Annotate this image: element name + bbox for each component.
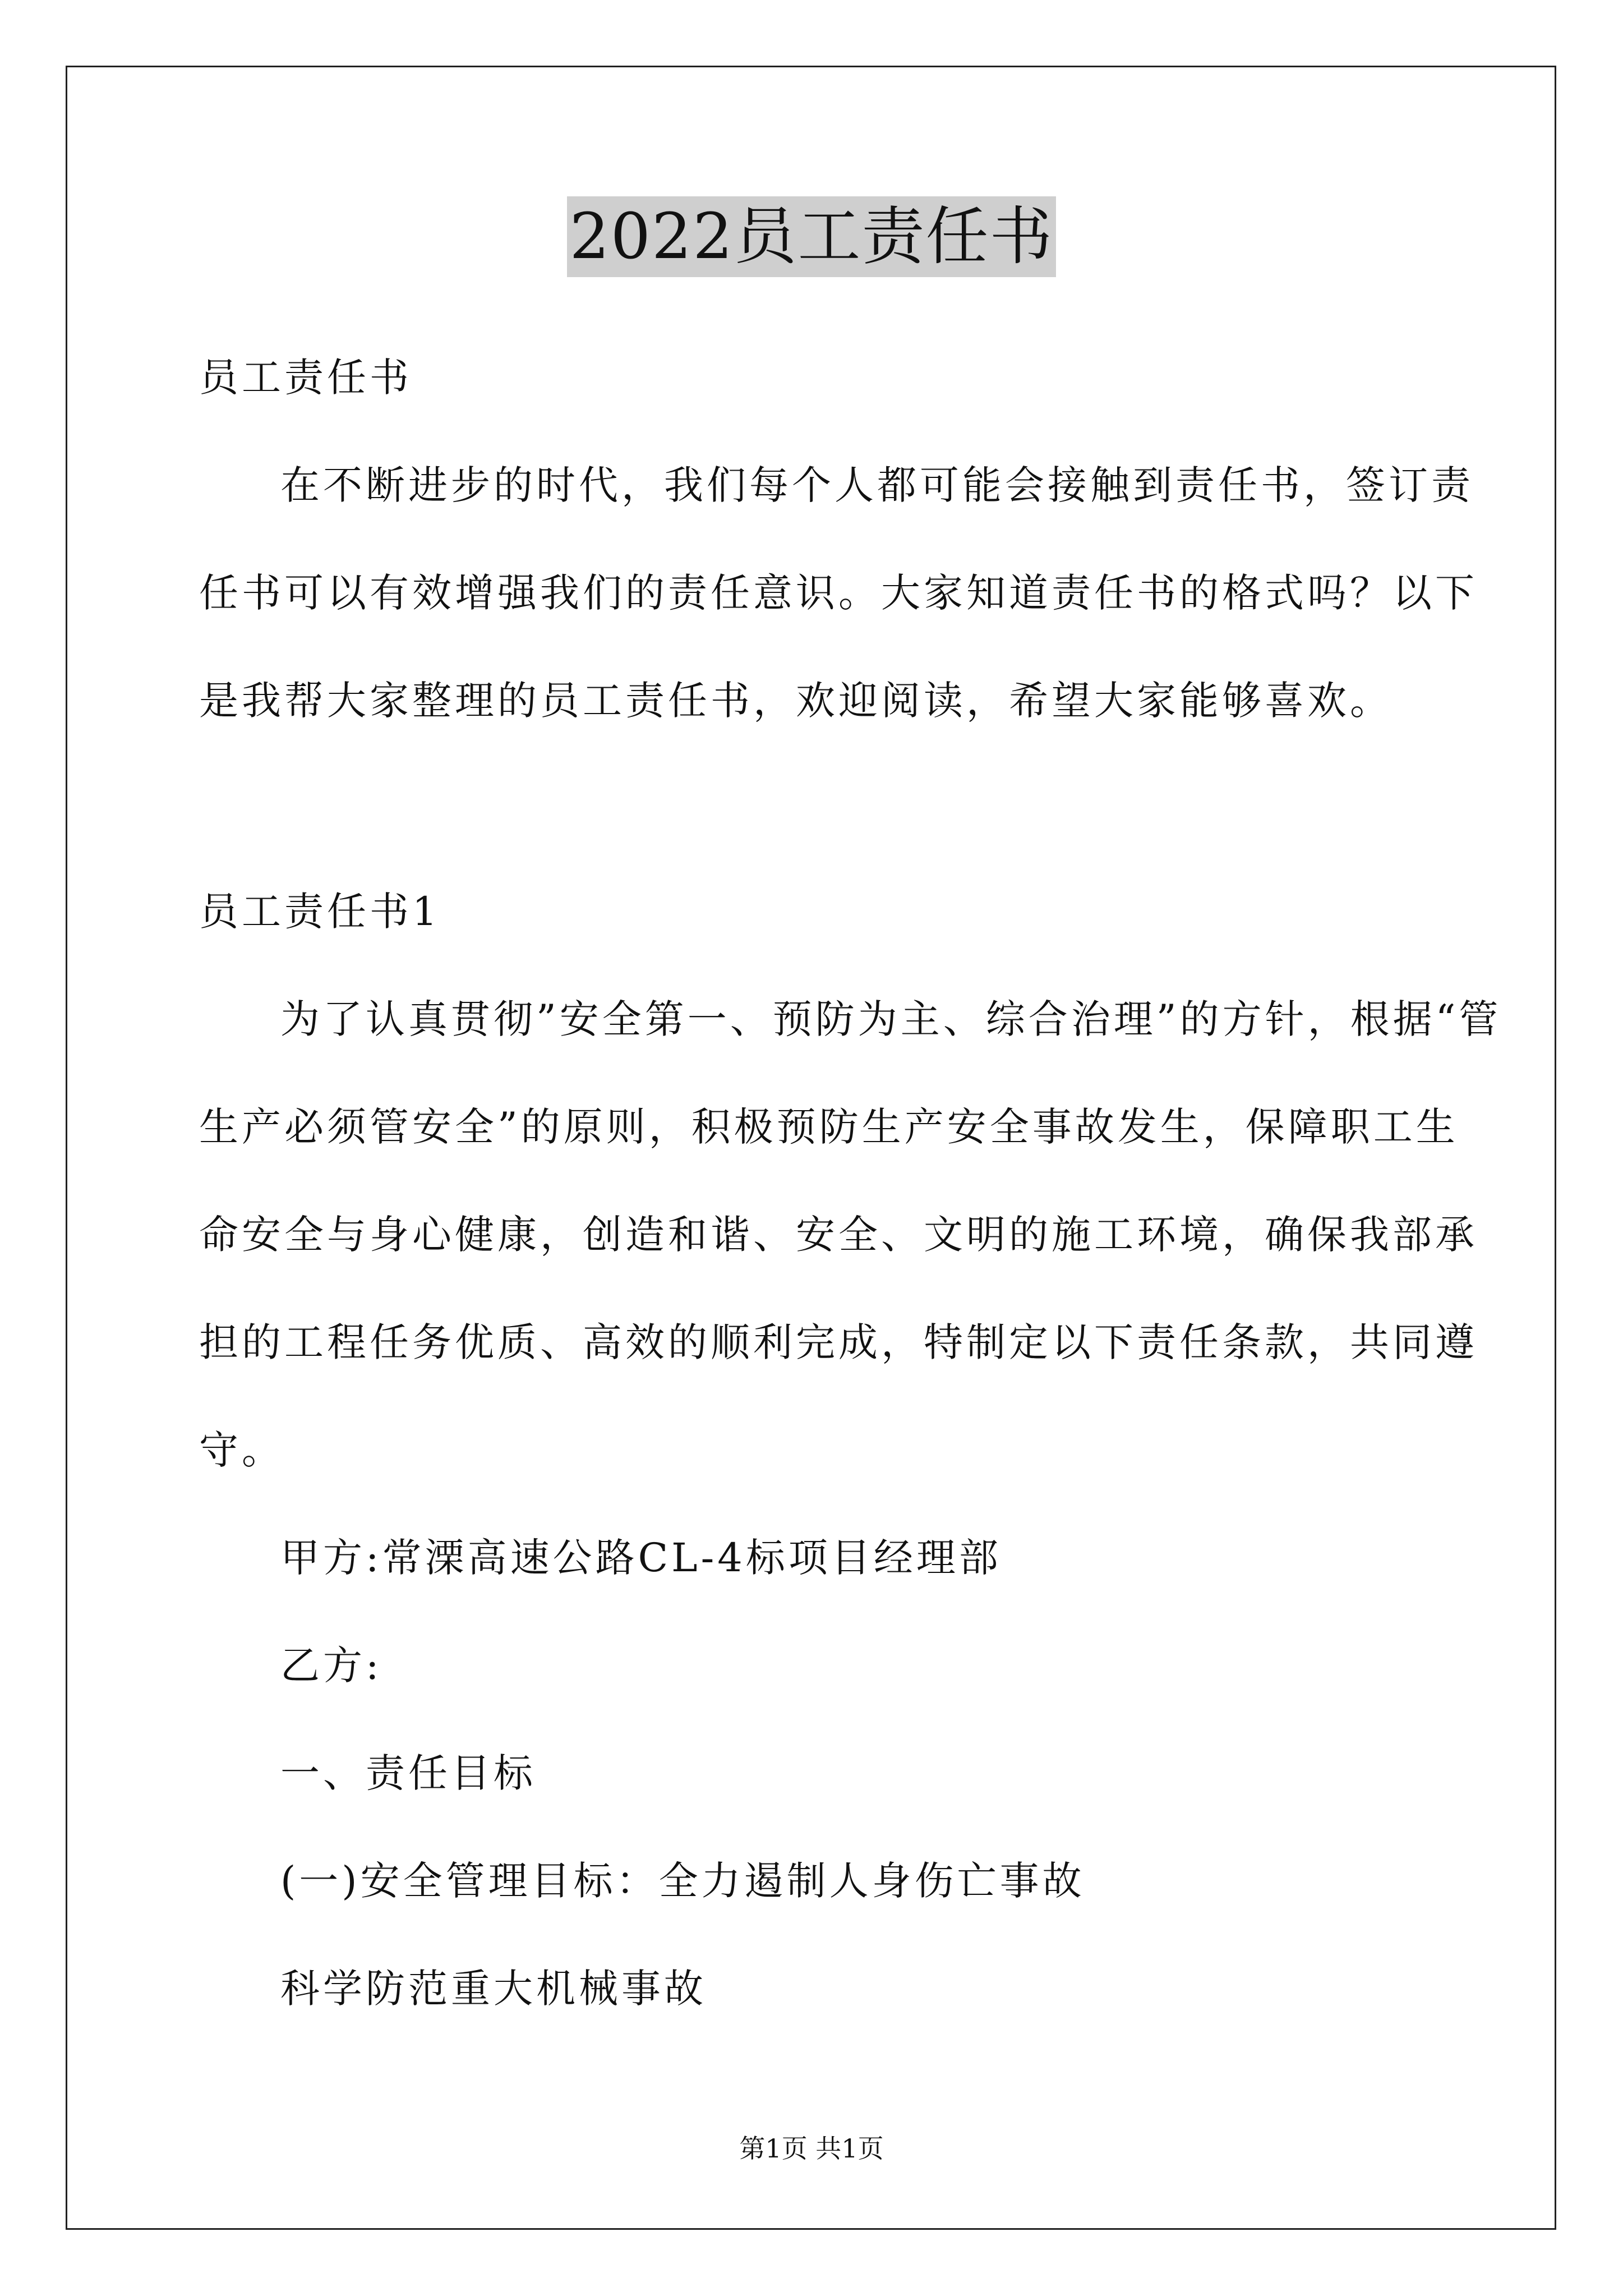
paragraph-line: 任书可以有效增强我们的责任意识。大家知道责任书的格式吗？以下	[199, 570, 1478, 616]
list-item: 科学防范重大机械事故	[280, 1966, 707, 2012]
paragraph-line: 是我帮大家整理的员工责任书，欢迎阅读，希望大家能够喜欢。	[199, 678, 1393, 724]
paragraph-line: 担的工程任务优质、高效的顺利完成，特制定以下责任条款，共同遵	[199, 1319, 1478, 1365]
paragraph-line: 生产必须管安全”的原则，积极预防生产安全事故发生，保障职工生	[199, 1104, 1459, 1150]
party-a-line: 甲方:常溧高速公路CL-4标项目经理部	[280, 1535, 1002, 1581]
section-heading: 员工责任书	[199, 355, 412, 401]
document-title: 2022员工责任书	[567, 196, 1055, 277]
paragraph-line: 守。	[199, 1427, 284, 1473]
paragraph-line: 为了认真贯彻”安全第一、预防为主、综合治理”的方针，根据“管	[280, 996, 1502, 1042]
paragraph-line: 在不断进步的时代，我们每个人都可能会接触到责任书，签订责	[280, 462, 1474, 508]
party-b-line: 乙方:	[280, 1642, 382, 1688]
paragraph-line: 命安全与身心健康，创造和谐、安全、文明的施工环境，确保我部承	[199, 1212, 1478, 1258]
section-heading: 员工责任书1	[199, 889, 441, 935]
title-container	[0, 196, 1623, 277]
list-item: (一)安全管理目标：全力遏制人身伤亡事故	[280, 1858, 1085, 1904]
list-heading: 一、责任目标	[280, 1750, 536, 1796]
page-footer: 第1页 共1页	[739, 2133, 884, 2164]
